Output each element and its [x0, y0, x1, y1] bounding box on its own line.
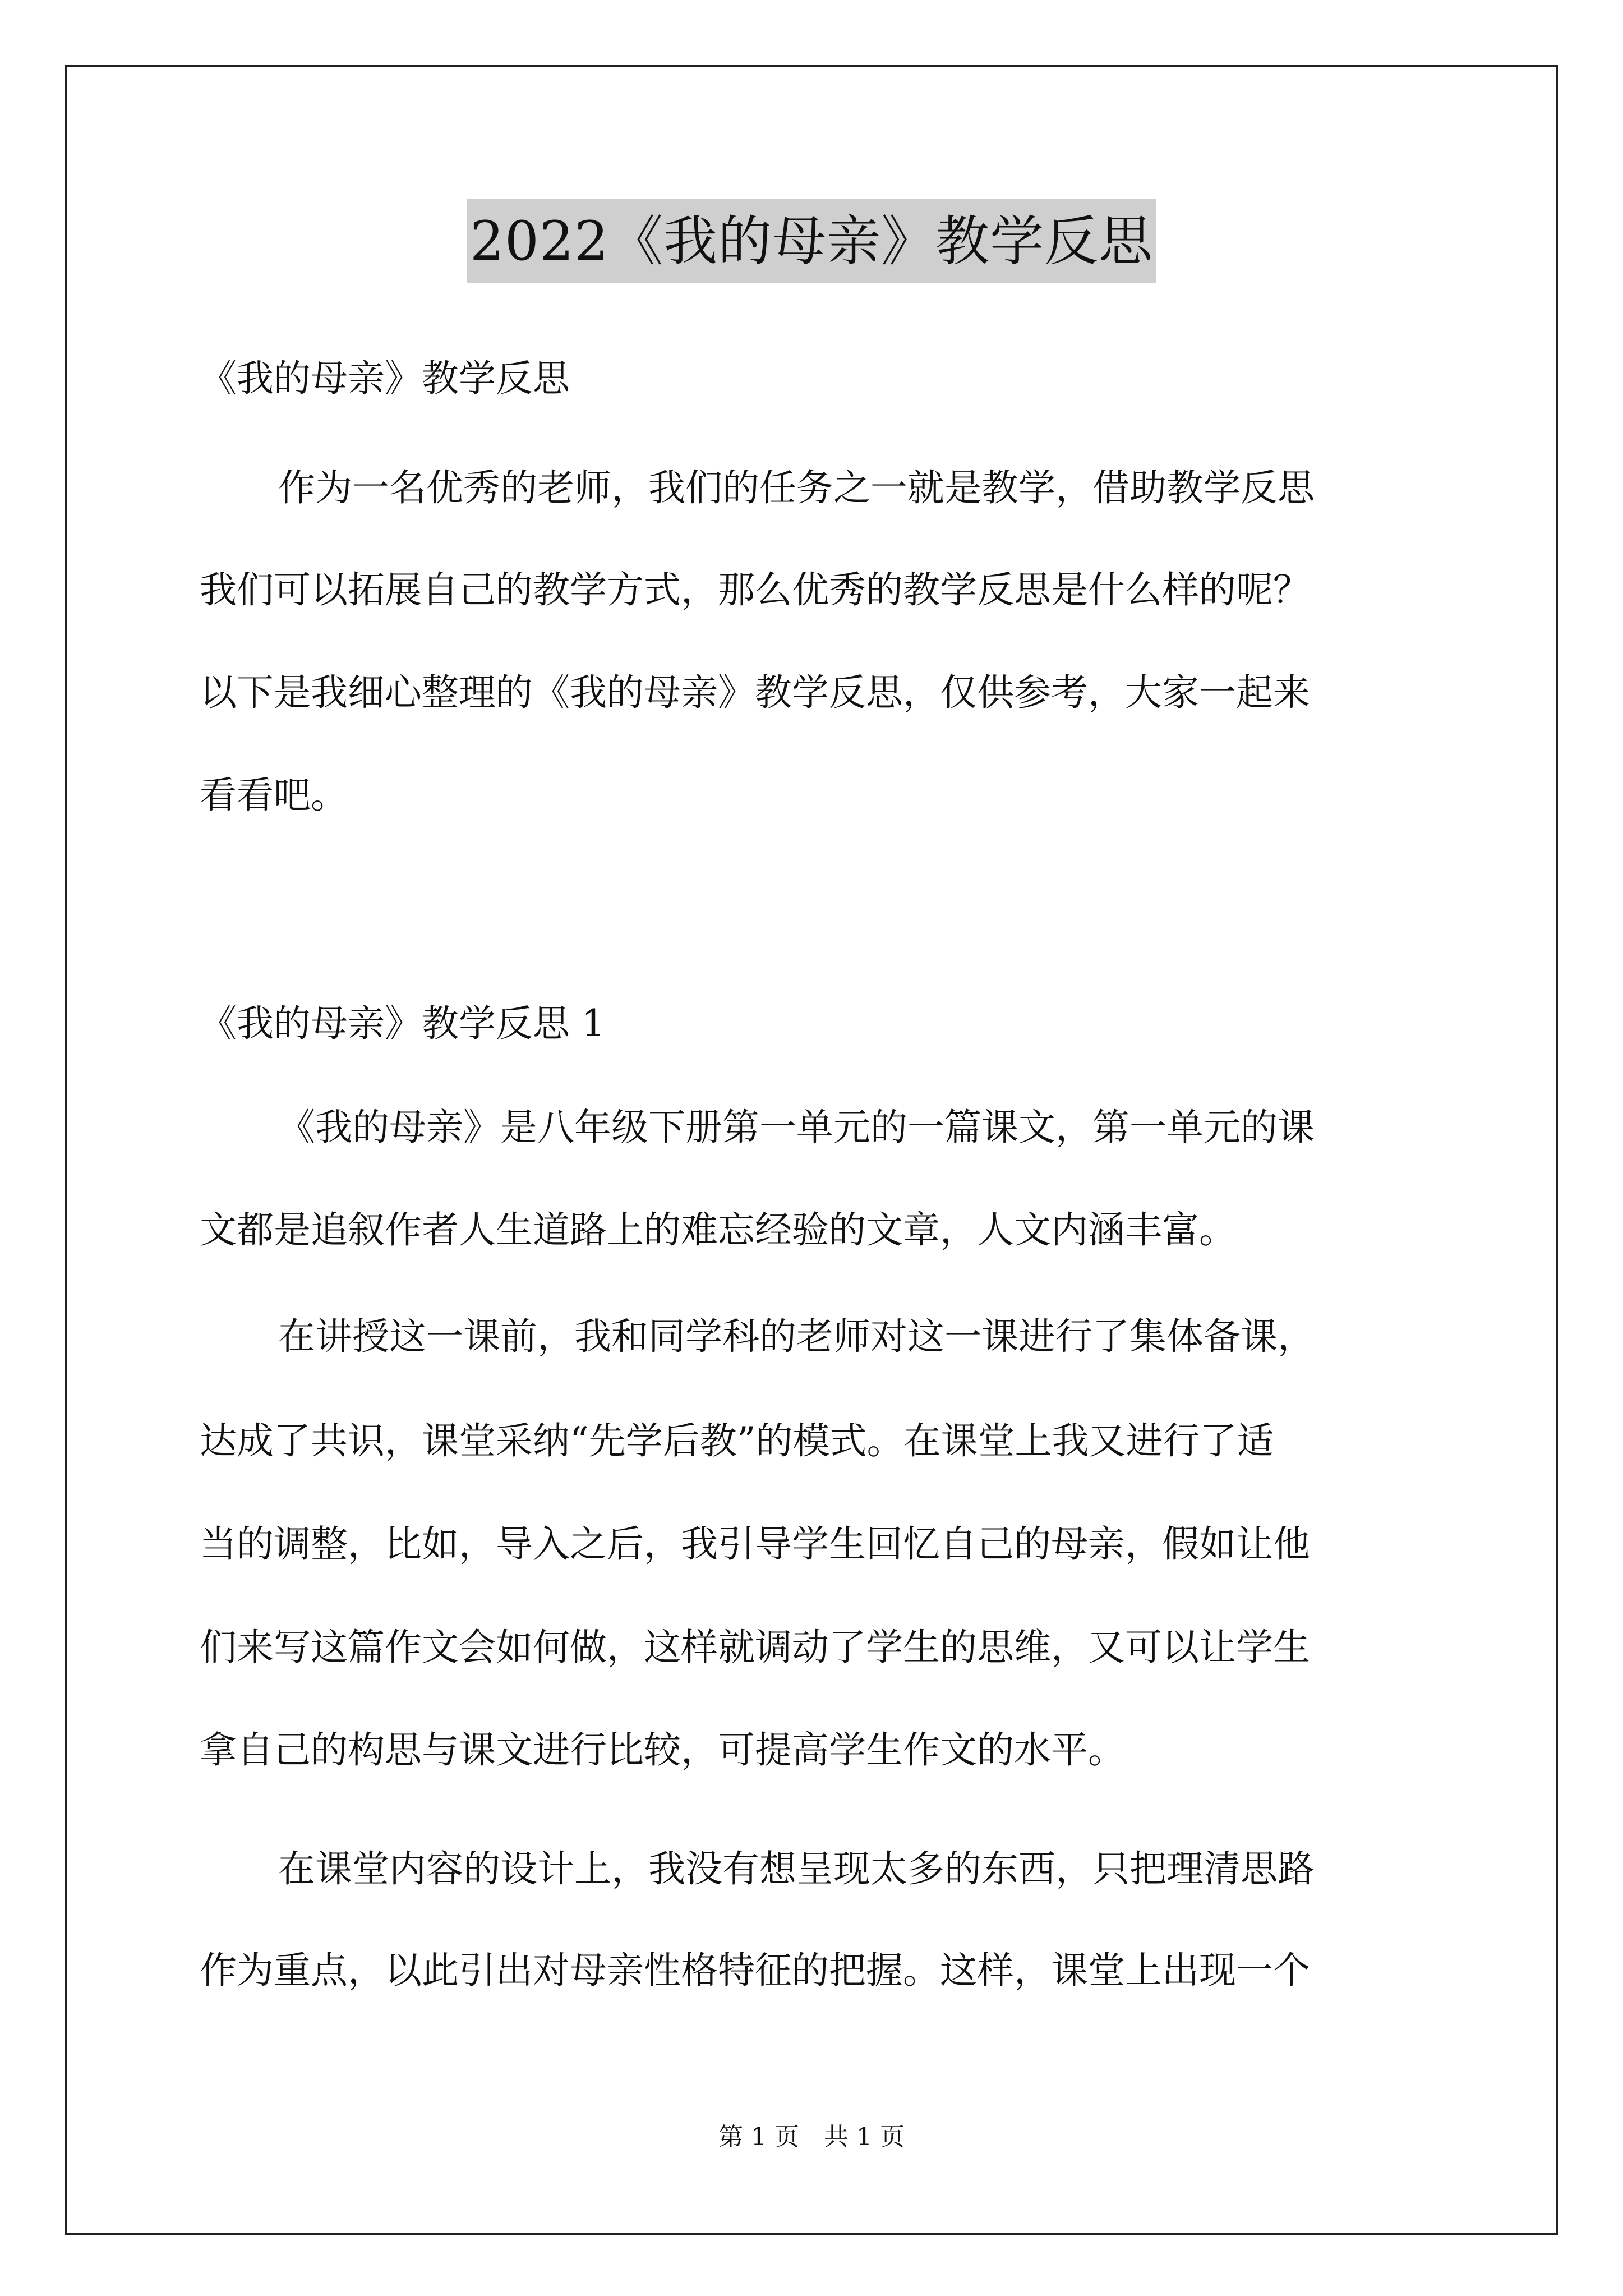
paragraph2-line-2: 达成了共识，课堂采纳“先学后教”的模式。在课堂上我又进行了适 [200, 1419, 1274, 1462]
intro-line-4: 看看吧。 [200, 774, 348, 817]
paragraph3-line-1: 在课堂内容的设计上，我没有想呈现太多的东西，只把理清思路 [278, 1847, 1315, 1890]
paragraph1-line-2: 文都是追叙作者人生道路上的难忘经验的文章，人文内涵丰富。 [200, 1208, 1236, 1251]
paragraph1-line-1: 《我的母亲》是八年级下册第一单元的一篇课文，第一单元的课 [278, 1106, 1315, 1149]
paragraph2-line-3: 当的调整，比如，导入之后，我引导学生回忆自己的母亲，假如让他 [200, 1522, 1310, 1566]
intro-line-3: 以下是我细心整理的《我的母亲》教学反思，仅供参考，大家一起来 [200, 671, 1310, 714]
intro-line-2: 我们可以拓展自己的教学方式，那么优秀的教学反思是什么样的呢？ [200, 568, 1310, 611]
document-title: 2022《我的母亲》教学反思 [467, 199, 1156, 283]
intro-line-1: 作为一名优秀的老师，我们的任务之一就是教学，借助教学反思 [278, 466, 1315, 509]
paragraph3-line-2: 作为重点，以此引出对母亲性格特征的把握。这样，课堂上出现一个 [200, 1949, 1310, 1992]
paragraph2-line-4: 们来写这篇作文会如何做，这样就调动了学生的思维，又可以让学生 [200, 1626, 1310, 1669]
paragraph2-line-1: 在讲授这一课前，我和同学科的老师对这一课进行了集体备课， [278, 1315, 1315, 1358]
title-container [0, 199, 1623, 283]
page-footer: 第 1 页 共 1 页 [718, 2123, 905, 2151]
paragraph2-line-5: 拿自己的构思与课文进行比较，可提高学生作文的水平。 [200, 1728, 1125, 1772]
main-heading: 《我的母亲》教学反思 [200, 357, 570, 400]
section-heading: 《我的母亲》教学反思 1 [200, 1002, 605, 1045]
